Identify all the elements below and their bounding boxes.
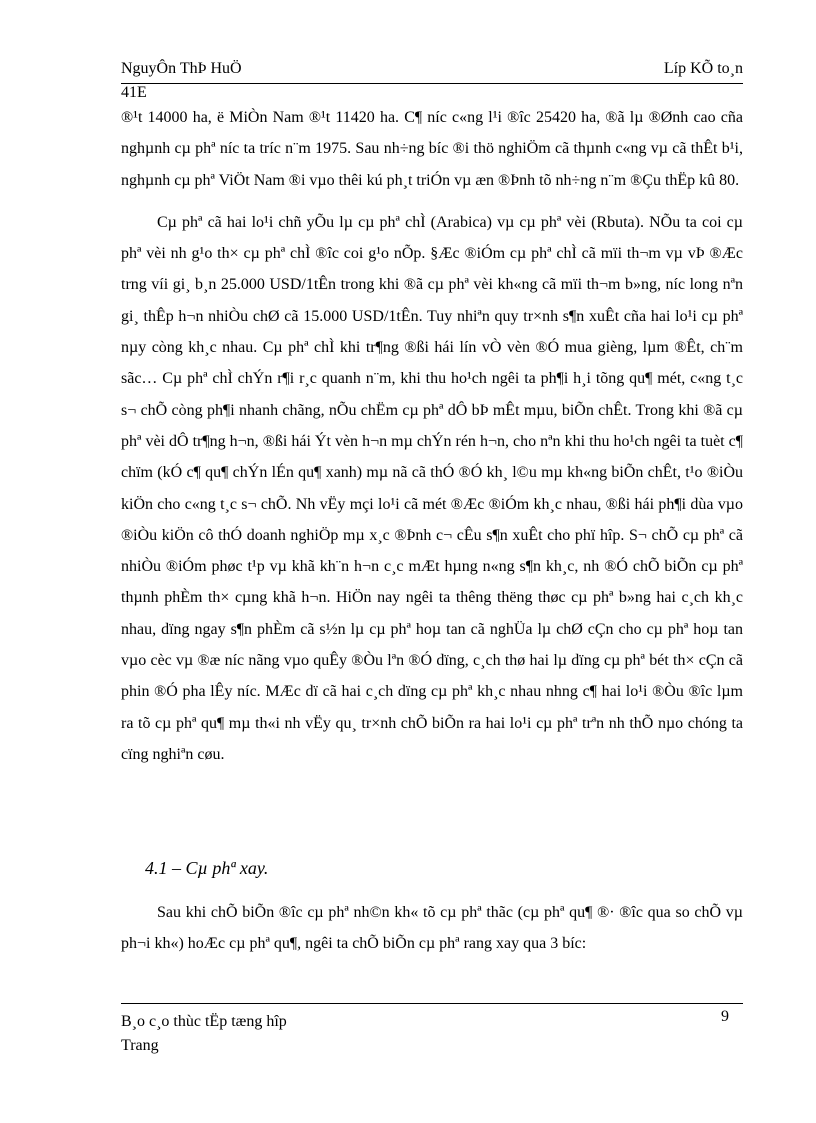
report-title: B¸o c¸o thùc tËp tæng hîp <box>121 1013 287 1030</box>
trang-label: Trang <box>121 1037 159 1054</box>
author-name: NguyÔn ThÞ HuÖ <box>121 60 242 77</box>
paragraph-1: ®¹t 14000 ha, ë MiÒn Nam ®¹t 11420 ha. C¶ níc c«ng l¹i ®îc 25420 ha, ®ã lµ ®Ønh cao cña nghµnh cµ phª níc ta tríc n¨m 1975. Sau nh÷ng bíc ®i thö nghiÖm cã thµnh c«ng vµ cã thÊt b¹i, nghµnh cµ phª ViÖt Nam ®i vµo thêi kú ph¸t triÓn vµ æn ®Þnh tõ nh÷ng n¨m ®Çu thËp kû 80. <box>121 109 743 189</box>
footer-rule <box>121 1003 743 1004</box>
class-code: 41E <box>121 84 147 101</box>
footer-text <box>121 1010 287 1058</box>
section-heading: 4.1 – Cµ phª xay. <box>145 858 269 878</box>
document-body <box>121 102 743 770</box>
page-number: 9 <box>721 1008 729 1025</box>
paragraph-2: Cµ phª cã hai lo¹i chñ yÕu lµ cµ phª chÌ (Arabica) vµ cµ phª vèi (Rbuta). NÕu ta coi cµ phª vèi nh g¹o th× cµ phª chÌ ®îc coi g¹o nÕp. §Æc ®iÓm cµ phª chÌ cã mïi th¬m vµ vÞ ®Æc trng víi gi¸ b¸n 25.000 USD/1tÊn trong khi ®ã cµ phª vèi kh«ng cã mïi th¬m b»ng, níc long nªn gi¸ thÊp h¬n nhiÒu chØ cã 15.000 USD/1tÊn. Tuy nhiªn quy tr×nh s¶n xuÊt cña hai lo¹i cµ phª nµy còng kh¸c nhau. Cµ phª chÌ khi tr¶ng ®ßi hái lín vÒ vèn ®Ó mua gièng, lµm ®Êt, ch¨m sãc… Cµ phª chÌ chÝn r¶i r¸c quanh n¨m, khi thu ho¹ch ngêi ta ph¶i h¸i tõng qu¶ mét, c«ng t¸c s¬ chÕ còng ph¶i nhanh chãng, nÕu chËm cµ phª dÔ bÞ mÊt mµu, biÕn chÊt. Trong khi ®ã cµ phª vèi dÔ tr¶ng h¬n, ®ßi hái Ýt vèn h¬n mµ chÝn rén h¬n, cho nªn khi thu ho¹ch ngêi ta tuèt c¶ chïm (kÓ c¶ qu¶ chÝn lÉn qu¶ xanh) mµ nã cã thÓ ®Ó kh¸ l©u mµ kh«ng biÕn chÊt, t¹o ®iÒu kiÖn cho c«ng t¸c s¬ chÕ. Nh vËy mçi lo¹i cã mét ®Æc ®iÓm kh¸c nhau, ®ßi hái ph¶i dùa vµo ®iÒu kiÖn cô thÓ doanh nghiÖp mµ x¸c ®Þnh c¬ cÊu s¶n xuÊt cho phï hîp. S¬ chÕ cµ phª cã nhiÒu ®iÓm phøc t¹p vµ khã kh¨n h¬n c¸c mÆt hµng n«ng s¶n kh¸c, nh ®Ó chÕ biÕn cµ phª thµnh phÈm th× cµng khã h¬n. HiÖn nay ngêi ta thêng thëng thøc cµ phª b»ng hai c¸ch kh¸c nhau, dïng ngay s¶n phÈm cã s½n lµ cµ phª hoµ tan cã nghÜa lµ chØ cÇn cho cµ phª hoµ tan vµo cèc vµ ®æ níc nãng vµo quÊy ®Òu lªn ®Ó dïng, c¸ch thø hai lµ dïng cµ phª bét th× cÇn cã phin ®Ó pha lÊy níc. MÆc dï cã hai c¸ch dïng cµ phª kh¸c nhau nhng c¶ hai lo¹i ®Òu ®îc lµm ra tõ cµ phª qu¶ mµ th«i nh vËy qu¸ tr×nh chÕ biÕn ra hai lo¹i cµ phª trªn nh thÕ nµo chóng ta cïng nghiªn cøu. <box>121 213 743 763</box>
paragraph-3: Sau khi chÕ biÕn ®îc cµ phª nh©n kh« tõ cµ phª thãc (cµ phª qu¶ ®· ®îc qua so chÕ vµ ph¬i kh«) hoÆc cµ phª qu¶, ngêi ta chÕ biÕn cµ phª rang xay qua 3 bíc: <box>121 904 743 953</box>
document-body-continued <box>121 897 743 960</box>
page-header <box>121 60 743 84</box>
class-name: Líp KÕ to¸n <box>663 60 743 77</box>
